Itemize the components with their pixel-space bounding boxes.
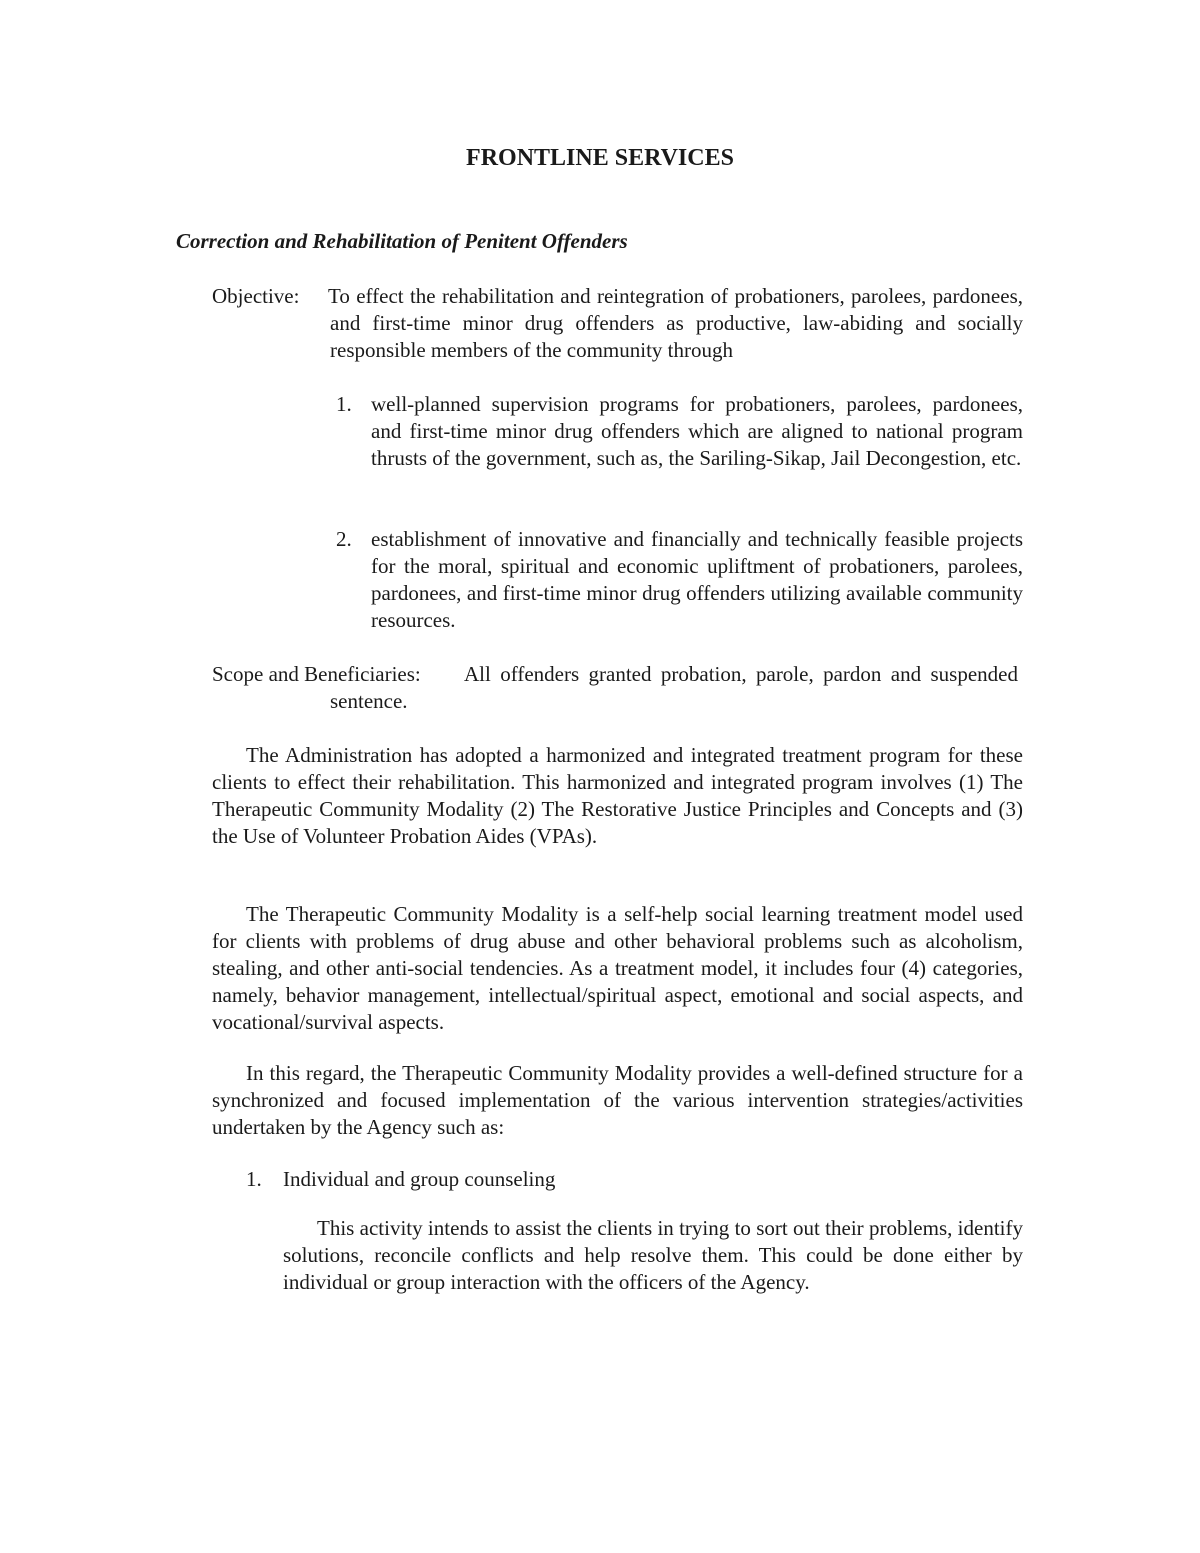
page-title: FRONTLINE SERVICES xyxy=(466,145,734,171)
objective-item: establishment of innovative and financially and technically feasible projects for the moral, spiritual and economic upliftment of probationers, parolees, pardonees, and first-time minor drug offenders utilizing available community resources. xyxy=(371,527,1023,632)
activity-number: 1. xyxy=(246,1167,262,1191)
scope-label: Scope and Beneficiaries: xyxy=(212,662,421,686)
objective-item: well-planned supervision programs for probationers, parolees, pardonees, and first-time minor drug offenders which are aligned to national program thrusts of the government, such as, the Sariling-Sikap, Jail Decongestion, etc. xyxy=(371,392,1023,470)
activity-description: This activity intends to assist the clients in trying to sort out their problems, identify solutions, reconcile conflicts and help resolve them. This could be done either by individual or group interaction with the officers of the Agency. xyxy=(283,1216,1023,1294)
objective-item-number: 1. xyxy=(336,392,352,416)
objective-label: Objective: xyxy=(212,284,300,308)
section-heading: Correction and Rehabilitation of Penitent Offenders xyxy=(176,229,628,253)
body-paragraph: In this regard, the Therapeutic Community Modality provides a well-defined structure for a synchronized and focused implementation of the various intervention strategies/activities undertaken by the Agency such as: xyxy=(212,1061,1023,1139)
scope-text: All offenders granted probation, parole, pardon and suspended sentence. xyxy=(330,662,1018,713)
objective-item-number: 2. xyxy=(336,527,352,551)
body-paragraph: The Administration has adopted a harmonized and integrated treatment program for these clients to effect their rehabilitation. This harmonized and integrated program involves (1) The Therapeutic Community Modality (2) The Restorative Justice Principles and Concepts and (3) the Use of Volunteer Probation Aides (VPAs). xyxy=(212,743,1023,848)
body-paragraph: The Therapeutic Community Modality is a self-help social learning treatment model used for clients with problems of drug abuse and other behavioral problems such as alcoholism, stealing, and other anti-social tendencies. As a treatment model, it includes four (4) categories, namely, behavior management, intellectual/spiritual aspect, emotional and social aspects, and vocational/survival aspects. xyxy=(212,902,1023,1034)
objective-text: To effect the rehabilitation and reintegration of probationers, parolees, pardonees, and first-time minor drug offenders as productive, law-abiding and socially responsible members of the community through xyxy=(328,284,1023,362)
activity-title: Individual and group counseling xyxy=(283,1167,556,1191)
